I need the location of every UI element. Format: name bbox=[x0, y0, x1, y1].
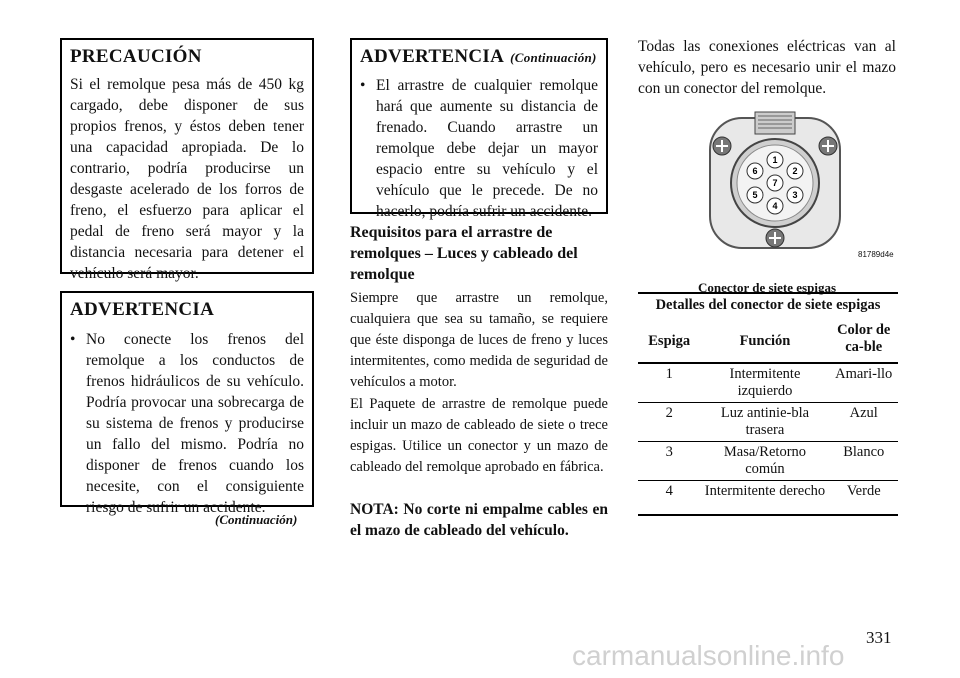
table-header-color: Color de ca-ble bbox=[837, 322, 891, 355]
precaution-box bbox=[60, 38, 314, 282]
warning-continued-title: ADVERTENCIA (Continuación) bbox=[360, 46, 597, 67]
pin-5 bbox=[747, 187, 763, 203]
svg-text:5: 5 bbox=[752, 190, 758, 200]
table-cell-color: Amari-llo bbox=[835, 366, 893, 382]
table-cell-function: Intermitente izquierdo bbox=[729, 366, 801, 399]
page-number: 331 bbox=[866, 628, 892, 647]
section-paragraph-2: El Paquete de arrastre de remolque puede incluir un mazo de cableado de siete o trece espigas. Utilice un conector y un mazo de cableado del remolque aprobado en fábrica. bbox=[350, 396, 608, 475]
precaution-title: PRECAUCIÓN bbox=[70, 46, 202, 67]
table-cell-color: Blanco bbox=[843, 444, 885, 460]
section-paragraph-1: Siempre que arrastre un remolque, cualquiera que sea su tamaño, se requiere que éste disponga de luces de freno y luces intermitentes, como medida de seguridad de vehículos a motor. bbox=[350, 290, 608, 390]
screw-icon bbox=[713, 137, 731, 155]
table-cell-function: Intermitente derecho bbox=[704, 483, 826, 499]
section-heading: Requisitos para el arrastre de remolques – Luces y cableado del remolque bbox=[350, 224, 578, 283]
table-row bbox=[638, 363, 898, 403]
warning-bullet bbox=[70, 329, 304, 518]
table-title: Detalles del conector de siete espigas bbox=[655, 297, 881, 313]
svg-text:7: 7 bbox=[772, 178, 778, 188]
svg-text:1: 1 bbox=[772, 155, 778, 165]
figure-caption: Conector de siete espigas bbox=[697, 280, 837, 295]
table-row bbox=[638, 442, 898, 481]
svg-text:2: 2 bbox=[792, 166, 798, 176]
seven-pin-connector-figure bbox=[700, 108, 860, 258]
warning-continued-bullet-text: El arrastre de cualquier remolque hará que aumente su distancia de frenado. Cuando arrastre un remolque debe dejar un mayor espacio entre su vehículo y el vehículo que le precede. De no hacerlo, podría sufrir un accidente. bbox=[376, 77, 598, 220]
bullet-icon: • bbox=[360, 77, 366, 94]
warning-continued-suffix: (Continuación) bbox=[510, 50, 597, 65]
watermark: carmanualsonline.info bbox=[572, 640, 845, 671]
connections-intro: Todas las conexiones eléctricas van al vehículo, pero es necesario unir el mazo con un conector del remolque. bbox=[638, 38, 896, 97]
table-cell-function: Luz antinie-bla trasera bbox=[720, 405, 810, 438]
pin-6 bbox=[747, 163, 763, 179]
pin-3 bbox=[787, 187, 803, 203]
table-row bbox=[638, 403, 898, 442]
continuation-note: (Continuación) bbox=[215, 512, 298, 527]
screw-icon bbox=[766, 229, 784, 247]
nota-text: NOTA: No corte ni empalme cables en el mazo de cableado del vehículo. bbox=[350, 501, 608, 539]
svg-text:4: 4 bbox=[772, 201, 778, 211]
table-cell-pin: 1 bbox=[665, 366, 673, 382]
table-cell-pin: 3 bbox=[665, 444, 673, 460]
bullet-icon: • bbox=[70, 331, 76, 348]
warning-box bbox=[60, 291, 314, 516]
pin-4 bbox=[767, 198, 783, 214]
figure-code: 81789d4e bbox=[858, 250, 894, 259]
warning-continued-box bbox=[350, 38, 608, 220]
svg-text:6: 6 bbox=[752, 166, 758, 176]
table-cell-color: Azul bbox=[849, 405, 878, 421]
connector-latch bbox=[755, 112, 795, 134]
table-header-pin: Espiga bbox=[648, 332, 691, 349]
table-row bbox=[638, 481, 898, 516]
warning-continued-bullet bbox=[360, 75, 598, 222]
screw-icon bbox=[819, 137, 837, 155]
warning-bullet-text: No conecte los frenos del remolque a los conductos de frenos hidráulicos de su vehículo. Podría provocar una sobrecarga de su sistema de frenos y producirse un fallo del mismo. Podría no disponer de frenos cuando los necesite, con el consiguiente riesgo de sufrir un accidente. bbox=[86, 331, 304, 516]
pin-1 bbox=[767, 152, 783, 168]
table-cell-pin: 2 bbox=[665, 405, 673, 421]
precaution-text: Si el remolque pesa más de 450 kg cargado, debe disponer de sus propios frenos, y éstos deben tener una capacidad apropiada. De lo contrario, podría producirse un desgaste acelerado de los forros de freno, el esfuerzo para aplicar el pedal de freno será mayor y la distancia necesaria para detener el vehículo será mayor. bbox=[70, 76, 304, 282]
svg-text:3: 3 bbox=[792, 190, 798, 200]
pin-7 bbox=[767, 175, 783, 191]
table-cell-function: Masa/Retorno común bbox=[723, 444, 807, 477]
warning-title: ADVERTENCIA bbox=[70, 299, 215, 320]
connector-details-table bbox=[638, 292, 898, 516]
pin-2 bbox=[787, 163, 803, 179]
table-header-function: Función bbox=[739, 332, 791, 349]
table-cell-color: Verde bbox=[846, 483, 881, 499]
table-cell-pin: 4 bbox=[665, 483, 673, 499]
